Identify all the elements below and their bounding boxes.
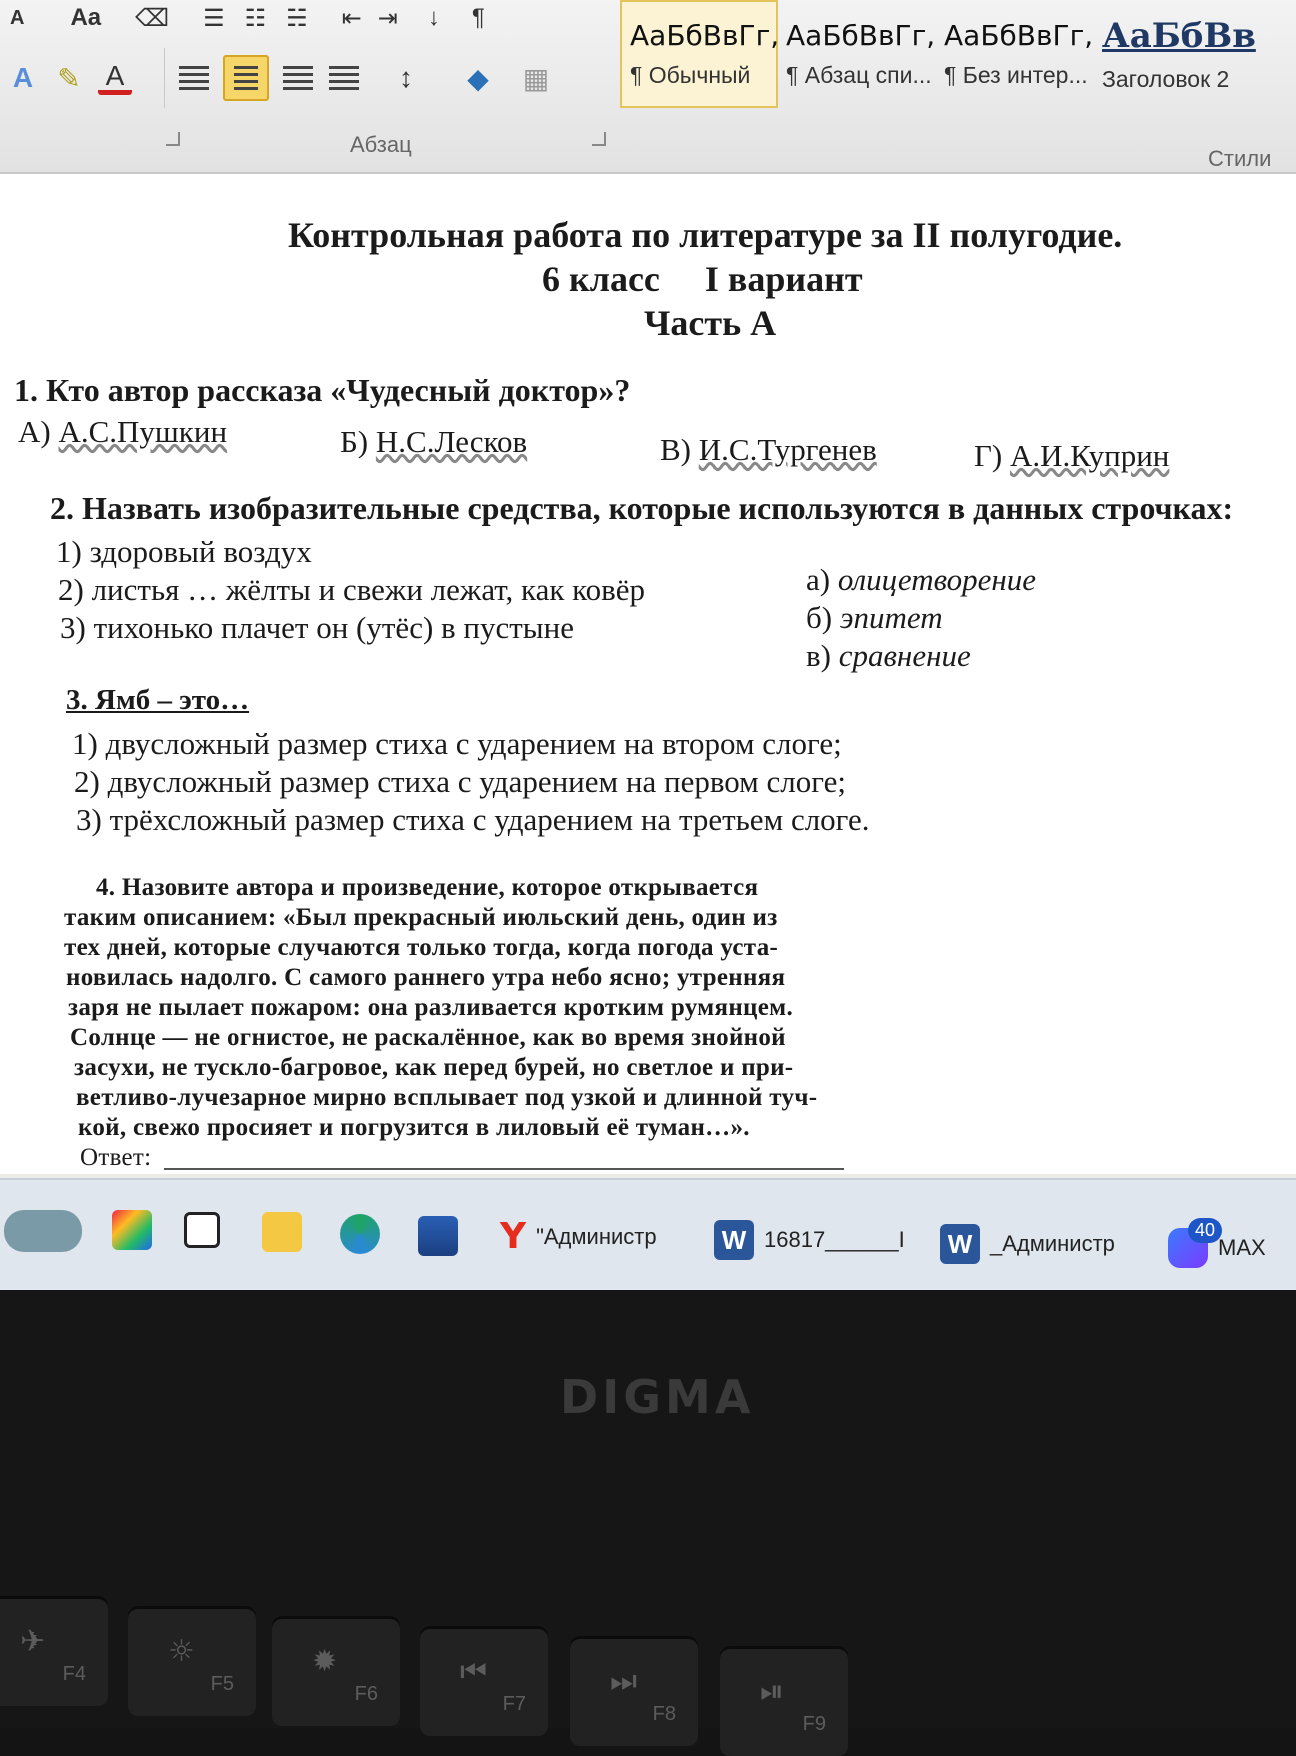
answer-term: сравнение: [838, 638, 971, 673]
q2-item-3: 3) тихонько плачет он (утёс) в пустыне: [60, 610, 574, 645]
taskbar-app-max[interactable]: [1168, 1220, 1266, 1268]
key-label: F5: [210, 1673, 234, 1695]
style-no-spacing[interactable]: [936, 0, 1094, 108]
taskbar-item-label: "Администр: [536, 1223, 657, 1249]
option-name: И.С.Тургенев: [698, 432, 877, 467]
colorful-app-icon: [112, 1210, 152, 1250]
option-letter: А): [18, 414, 51, 449]
q4-line-3: тех дней, которые случаются только тогда, когда погода уста-: [64, 934, 779, 961]
q3-item-1: 1) двусложный размер стиха с ударением на втором слоге;: [72, 726, 842, 761]
answer-letter: а): [806, 562, 831, 597]
taskbar-app-explorer[interactable]: [262, 1212, 302, 1252]
laptop-brand: DIGMA: [560, 1370, 755, 1424]
line-spacing-icon[interactable]: ↕: [399, 62, 413, 93]
doc-title: Контрольная работа по литературе за II полугодие.: [288, 215, 1123, 255]
store-icon: [418, 1216, 458, 1256]
taskbar-app-taskview[interactable]: [184, 1212, 220, 1248]
font-color-label: A: [105, 59, 125, 91]
brightness-up-icon: ✹: [312, 1644, 338, 1679]
paragraph-group-label: Абзац: [350, 132, 412, 157]
q2-answer-c: [806, 638, 971, 674]
borders-icon[interactable]: ▦: [522, 62, 550, 94]
taskbar-app-edge[interactable]: [340, 1214, 380, 1254]
key-f6[interactable]: [272, 1616, 400, 1726]
edge-browser-icon: [340, 1214, 380, 1254]
taskbar-item-label: _Администр: [990, 1231, 1115, 1256]
q4-line-5: заря не пылает пожаром: она разливается кротким румянцем.: [68, 994, 794, 1021]
shading-icon[interactable]: ◆: [467, 62, 489, 94]
key-label: F9: [802, 1713, 826, 1735]
align-left-icon[interactable]: [177, 61, 211, 95]
key-f9[interactable]: [720, 1646, 848, 1756]
taskbar: [0, 1178, 1296, 1290]
numbering-icon[interactable]: ☷: [244, 4, 267, 32]
justify-icon[interactable]: [327, 61, 361, 95]
start-button[interactable]: [4, 1210, 82, 1252]
taskbar-app-word-1[interactable]: [714, 1220, 905, 1260]
doc-part: Часть А: [644, 303, 777, 343]
ribbon-separator: [164, 48, 165, 108]
q1-option-a: [18, 414, 227, 450]
q4-line-6: Солнце — не огнистое, не раскалённое, как во время знойной: [70, 1024, 786, 1051]
key-f5[interactable]: [128, 1606, 256, 1716]
ribbon-top-row: [10, 0, 485, 36]
notification-badge: 40: [1188, 1218, 1222, 1243]
max-messenger-icon: [1168, 1220, 1215, 1268]
font-size-down-button[interactable]: A: [10, 6, 25, 29]
clear-format-icon[interactable]: ⌫: [135, 4, 170, 32]
q1-option-c: [660, 432, 877, 468]
q4-line-4: новилась надолго. С самого раннего утра небо ясно; утренняя: [66, 964, 786, 991]
q4-line-2: таким описанием: «Был прекрасный июльский день, один из: [64, 904, 778, 931]
style-heading-2[interactable]: [1094, 0, 1256, 108]
doc-subtitle: 6 класс I вариант: [542, 259, 863, 299]
style-list-paragraph[interactable]: [778, 0, 936, 108]
taskbar-app-presentation[interactable]: [112, 1210, 152, 1250]
answer-letter: в): [806, 638, 831, 673]
q1-option-b: [340, 424, 527, 460]
q2-item-1: 1) здоровый воздух: [56, 534, 312, 569]
taskbar-app-store[interactable]: [418, 1216, 458, 1256]
yandex-browser-icon: Y: [500, 1216, 527, 1257]
key-f4[interactable]: [0, 1596, 108, 1706]
style-sample: АаБбВвГг,: [630, 19, 780, 52]
q2-answer-a: [806, 562, 1036, 598]
answer-label: Ответ:: [80, 1144, 152, 1171]
ribbon: [0, 0, 1296, 174]
option-letter: Г): [974, 438, 1003, 473]
text-effects-icon[interactable]: A: [12, 62, 34, 93]
option-name: А.И.Куприн: [1010, 438, 1170, 473]
option-letter: Б): [340, 424, 369, 459]
change-case-button[interactable]: Aa: [70, 4, 102, 31]
q1-option-d: [974, 438, 1169, 474]
styles-gallery: [620, 0, 1296, 120]
q4-line-8: ветливо-лучезарное мирно всплывает под узкой и длинной туч-: [76, 1084, 818, 1111]
taskbar-app-yandex[interactable]: [500, 1216, 657, 1257]
style-name: ¶ Обычный: [630, 62, 751, 88]
document-page[interactable]: [0, 174, 1296, 1174]
align-right-icon[interactable]: [281, 61, 315, 95]
option-letter: В): [660, 432, 691, 467]
q2-answer-b: [806, 600, 943, 636]
style-sample: АаБбВвГг,: [786, 19, 936, 52]
airplane-mode-icon: ✈: [20, 1624, 46, 1659]
brightness-down-icon: ☼: [168, 1634, 195, 1669]
answer-term: олицетворение: [837, 562, 1037, 597]
key-label: F6: [354, 1683, 378, 1705]
highlight-icon[interactable]: ✎: [57, 62, 81, 94]
style-sample: АаБбВв: [1102, 15, 1256, 56]
taskbar-item-label: 16817______I: [764, 1227, 905, 1252]
q4-line-1: 4. Назовите автора и произведение, которое открывается: [96, 874, 759, 901]
task-view-icon: [184, 1212, 220, 1248]
multilevel-list-icon[interactable]: ☵: [286, 4, 308, 32]
style-normal[interactable]: [620, 0, 778, 108]
q2-item-2: 2) листья … жёлты и свежи лежат, как ковёр: [58, 572, 646, 607]
key-f7[interactable]: [420, 1626, 548, 1736]
style-name: ¶ Абзац спи...: [786, 62, 932, 88]
folder-icon: [262, 1212, 302, 1252]
question-3: 3. Ямб – это…: [66, 684, 250, 716]
styles-group-label: Стили: [1208, 146, 1272, 171]
sort-icon[interactable]: ↓: [427, 4, 440, 31]
show-formatting-icon[interactable]: ¶: [471, 4, 485, 31]
style-sample: АаБбВвГг,: [944, 19, 1094, 52]
option-name: Н.С.Лесков: [375, 424, 528, 459]
option-name: А.С.Пушкин: [58, 414, 228, 449]
q4-line-7: засухи, не тускло-багровое, как перед бурей, но светлое и при-: [74, 1054, 794, 1081]
q4-line-9: кой, свежо просияет и погрузится в лиловый её туман…».: [78, 1114, 750, 1141]
answer-line: [164, 1168, 844, 1170]
increase-indent-icon[interactable]: ⇥: [377, 4, 398, 32]
question-1: 1. Кто автор рассказа «Чудесный доктор»?: [14, 372, 631, 408]
q3-item-2: 2) двусложный размер стиха с ударением на первом слоге;: [74, 764, 846, 799]
key-f8[interactable]: [570, 1636, 698, 1746]
word-icon: W: [940, 1224, 980, 1264]
next-track-icon: ⏭: [610, 1664, 637, 1699]
answer-term: эпитет: [839, 600, 943, 635]
question-2: 2. Назвать изобразительные средства, которые используются в данных строчках:: [50, 490, 1234, 526]
paragraph-group-launcher[interactable]: [592, 132, 606, 146]
font-color-button[interactable]: [98, 59, 132, 95]
word-icon: W: [714, 1220, 754, 1260]
taskbar-app-word-2[interactable]: [940, 1224, 1115, 1264]
q3-item-3: 3) трёхсложный размер стиха с ударением на третьем слоге.: [76, 802, 870, 837]
windows-logo-icon: [4, 1210, 82, 1252]
bullets-icon[interactable]: ☰: [203, 4, 225, 32]
decrease-indent-icon[interactable]: ⇤: [341, 4, 362, 32]
ribbon-second-row: [6, 50, 553, 106]
font-group-launcher[interactable]: [166, 132, 180, 146]
key-label: F4: [62, 1663, 86, 1685]
previous-track-icon: ⏮: [460, 1654, 487, 1689]
style-name: ¶ Без интер...: [944, 62, 1088, 88]
taskbar-item-label: MAX: [1218, 1235, 1266, 1260]
play-pause-icon: ⏯: [760, 1674, 784, 1709]
answer-letter: б): [806, 600, 833, 635]
align-center-icon[interactable]: [223, 55, 269, 101]
key-label: F7: [502, 1693, 526, 1715]
style-name: Заголовок 2: [1102, 65, 1230, 92]
key-label: F8: [652, 1703, 676, 1725]
